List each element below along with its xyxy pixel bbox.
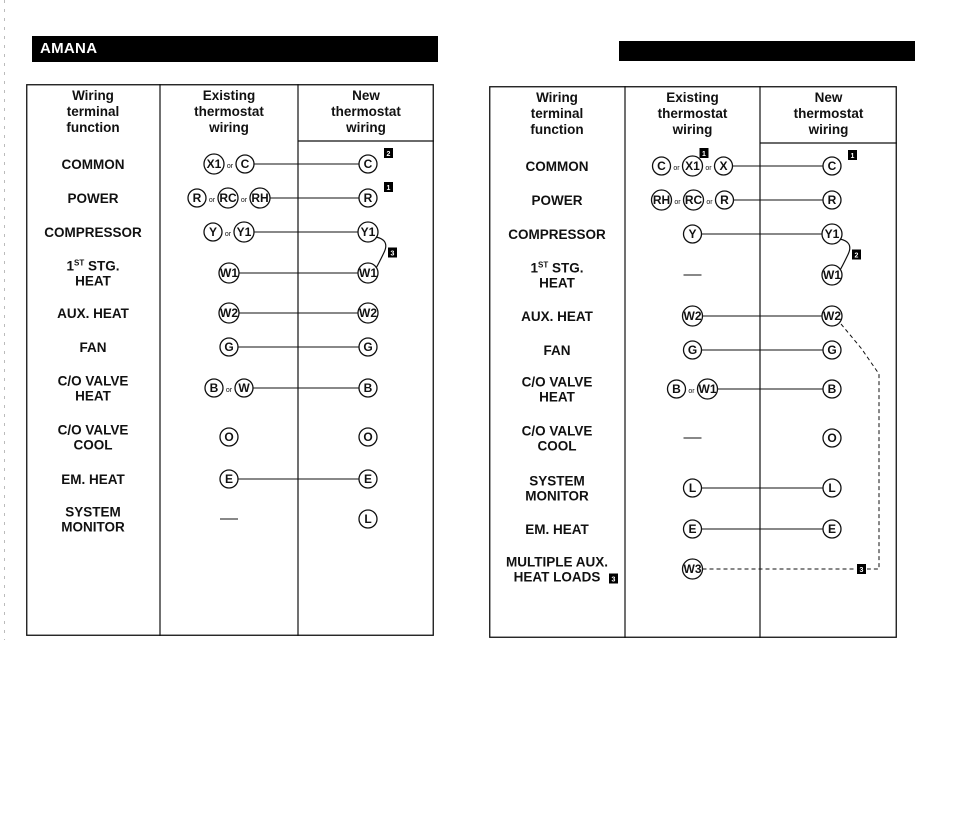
note-number: 3 — [611, 576, 616, 584]
dashed-w2-to-w3-route — [841, 324, 879, 569]
function-label-system-monitor: SYSTEM — [529, 473, 585, 489]
terminal-label: C — [827, 159, 837, 174]
function-label-c-o-valve-cool: COOL — [537, 438, 577, 454]
terminal-label: G — [687, 343, 698, 358]
function-label-c-o-valve-heat: C/O VALVE — [57, 373, 129, 389]
or-separator: or — [706, 199, 713, 206]
function-label-em-heat: EM. HEAT — [525, 522, 589, 537]
right-wiring-diagram — [489, 86, 897, 638]
header-existing-line: wiring — [672, 122, 713, 137]
terminal-label: W2 — [823, 309, 841, 324]
function-label-c-o-valve-heat: HEAT — [539, 389, 575, 405]
terminal-label: W3 — [683, 562, 702, 577]
function-label-system-monitor: MONITOR — [525, 488, 589, 504]
terminal-label: W1 — [823, 268, 841, 283]
note-number: 1 — [386, 185, 391, 192]
or-separator: or — [224, 231, 232, 238]
header-existing-line: thermostat — [657, 106, 728, 121]
header-function-line: terminal — [530, 106, 584, 121]
terminal-label: L — [364, 512, 372, 527]
function-label-compressor: COMPRESSOR — [508, 227, 606, 242]
function-label-c-o-valve-heat: HEAT — [75, 388, 111, 404]
function-label-power: POWER — [67, 191, 119, 206]
or-separator: or — [674, 199, 681, 206]
terminal-label: R — [827, 193, 837, 208]
function-label-aux-heat: AUX. HEAT — [57, 306, 129, 321]
header-function-line: Wiring — [536, 90, 578, 105]
header-function-line: function — [530, 122, 584, 137]
function-label-1st-stg-heat: 1ST STG. — [530, 260, 584, 276]
function-label-1st-stg-heat: HEAT — [75, 273, 111, 289]
terminal-label: RH — [652, 193, 671, 208]
terminal-label: E — [224, 472, 234, 487]
terminal-label: R — [363, 191, 373, 206]
header-existing-line: Existing — [666, 90, 719, 105]
terminal-label: E — [827, 522, 837, 537]
or-separator: or — [225, 387, 233, 394]
terminal-label: G — [363, 340, 373, 355]
terminal-label: X — [719, 159, 728, 174]
function-label-c-o-valve-cool: COOL — [73, 437, 113, 453]
terminal-label: Y — [688, 227, 697, 242]
function-label-fan: FAN — [543, 343, 571, 358]
header-existing-line: wiring — [209, 120, 249, 135]
or-separator: or — [226, 163, 234, 170]
terminal-label: C — [240, 157, 250, 172]
header-new-line: thermostat — [793, 106, 864, 121]
terminal-label: W2 — [220, 306, 238, 321]
note-number: 3 — [859, 567, 864, 574]
header-function-line: function — [66, 120, 120, 135]
jumper-y1-w1 — [376, 237, 386, 268]
terminal-label: RH — [251, 191, 269, 206]
terminal-label: R — [192, 191, 202, 206]
terminal-label: C — [363, 157, 373, 172]
terminal-label: X1 — [685, 159, 700, 174]
terminal-label: Y1 — [236, 225, 252, 240]
terminal-label: W1 — [220, 266, 238, 281]
function-label-multiple-aux-heat-loads: HEAT LOADS — [513, 569, 601, 585]
terminal-label: B — [672, 382, 681, 397]
function-label-compressor: COMPRESSOR — [44, 225, 142, 240]
terminal-label: L — [828, 481, 836, 496]
header-new-line: wiring — [346, 120, 386, 135]
or-separator: or — [673, 165, 680, 172]
terminal-label: C — [657, 159, 666, 174]
terminal-label: E — [688, 522, 697, 537]
function-label-common: COMMON — [525, 159, 589, 174]
header-new-line: New — [814, 90, 843, 105]
or-separator: or — [688, 388, 695, 395]
terminal-label: W1 — [359, 266, 377, 281]
function-label-c-o-valve-cool: C/O VALVE — [57, 422, 129, 438]
note-number: 2 — [854, 252, 859, 260]
brand-header-bar — [32, 36, 438, 62]
function-label-system-monitor: MONITOR — [61, 519, 125, 535]
function-label-aux-heat: AUX. HEAT — [521, 309, 593, 324]
note-number: 2 — [386, 151, 391, 158]
note-number: 3 — [390, 250, 395, 258]
terminal-label: W1 — [698, 382, 717, 397]
left-wiring-diagram — [26, 84, 434, 636]
function-label-c-o-valve-cool: C/O VALVE — [521, 423, 593, 439]
or-separator: or — [208, 197, 216, 204]
header-existing-line: Existing — [202, 88, 256, 103]
function-label-system-monitor: SYSTEM — [65, 504, 121, 520]
terminal-label: Y — [208, 225, 218, 240]
note-number: 1 — [850, 153, 855, 160]
function-label-c-o-valve-heat: C/O VALVE — [521, 374, 593, 390]
terminal-label: W2 — [359, 306, 377, 321]
terminal-label: O — [827, 431, 837, 446]
terminal-label: W — [238, 381, 250, 396]
right-wiring-table — [489, 86, 897, 638]
terminal-label: B — [363, 381, 373, 396]
terminal-label: L — [688, 481, 697, 496]
header-new-line: thermostat — [331, 104, 401, 119]
terminal-label: X1 — [206, 157, 222, 172]
terminal-label: RC — [219, 191, 237, 206]
function-label-1st-stg-heat: 1ST STG. — [66, 258, 120, 274]
header-new-line: New — [352, 88, 380, 103]
header-function-line: terminal — [66, 104, 120, 119]
function-label-em-heat: EM. HEAT — [61, 472, 125, 487]
function-label-1st-stg-heat: HEAT — [539, 275, 575, 291]
terminal-label: B — [209, 381, 219, 396]
terminal-label: W2 — [683, 309, 702, 324]
jumper-y1-w1 — [840, 239, 850, 270]
or-separator: or — [240, 197, 248, 204]
terminal-label: G — [224, 340, 234, 355]
header-new-line: wiring — [808, 122, 849, 137]
terminal-label: Y1 — [360, 225, 376, 240]
function-label-multiple-aux-heat-loads: MULTIPLE AUX. — [506, 554, 608, 570]
function-label-common: COMMON — [61, 157, 125, 172]
terminal-label: O — [363, 430, 373, 445]
brand-title: AMANA — [40, 40, 98, 57]
terminal-label: E — [363, 472, 373, 487]
header-existing-line: thermostat — [194, 104, 264, 119]
right-header-bar — [619, 41, 915, 61]
terminal-label: G — [827, 343, 837, 358]
function-label-power: POWER — [531, 193, 583, 208]
or-separator: or — [705, 165, 712, 172]
terminal-label: Y1 — [824, 227, 840, 242]
terminal-label: O — [224, 430, 234, 445]
scan-edge-artifact — [4, 0, 5, 640]
function-label-fan: FAN — [79, 340, 107, 355]
header-function-line: Wiring — [72, 88, 114, 103]
note-number: 1 — [702, 151, 706, 158]
terminal-label: R — [720, 193, 729, 208]
terminal-label: B — [827, 382, 837, 397]
terminal-label: RC — [684, 193, 703, 208]
left-wiring-table — [26, 84, 434, 636]
